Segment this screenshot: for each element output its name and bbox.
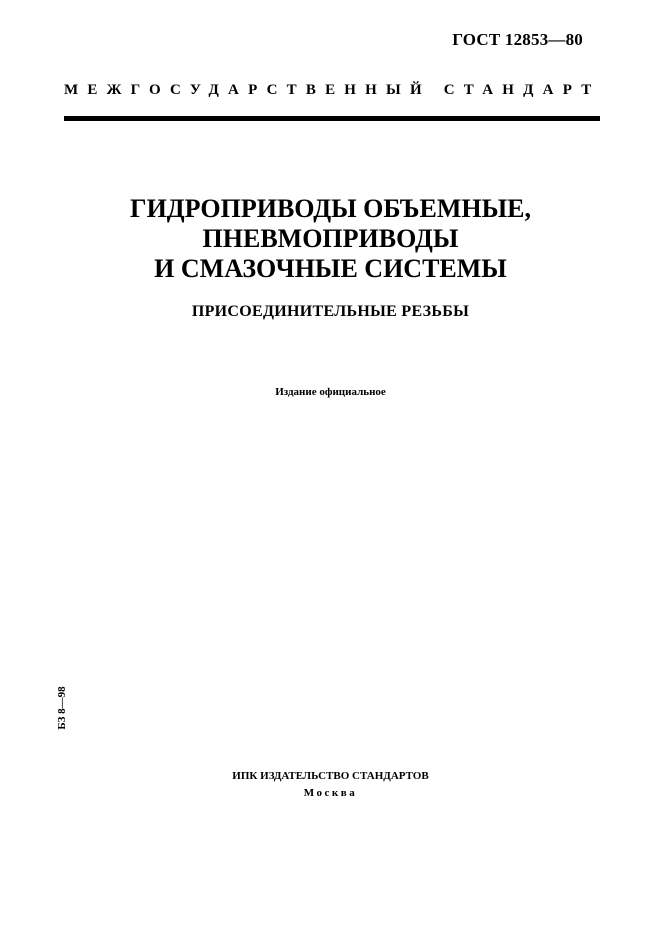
title-line-3: И СМАЗОЧНЫЕ СИСТЕМЫ bbox=[154, 254, 507, 283]
title-line-1: ГИДРОПРИВОДЫ ОБЪЕМНЫЕ, bbox=[130, 194, 531, 223]
main-title bbox=[0, 194, 661, 284]
subtitle: ПРИСОЕДИНИТЕЛЬНЫЕ РЕЗЬБЫ bbox=[191, 303, 470, 320]
header-rule bbox=[64, 116, 600, 121]
edition-note: Издание официальное bbox=[275, 386, 386, 398]
document-number: ГОСТ 12853—80 bbox=[452, 30, 583, 49]
side-code: БЗ 8—98 bbox=[56, 686, 68, 730]
title-line-2: ПНЕВМОПРИВОДЫ bbox=[202, 224, 459, 253]
publication-city: Москва bbox=[303, 787, 358, 799]
standard-type-heading: МЕЖГОСУДАРСТВЕННЫЙ СТАНДАРТ bbox=[64, 82, 601, 98]
publisher: ИПК ИЗДАТЕЛЬСТВО СТАНДАРТОВ bbox=[232, 770, 429, 782]
